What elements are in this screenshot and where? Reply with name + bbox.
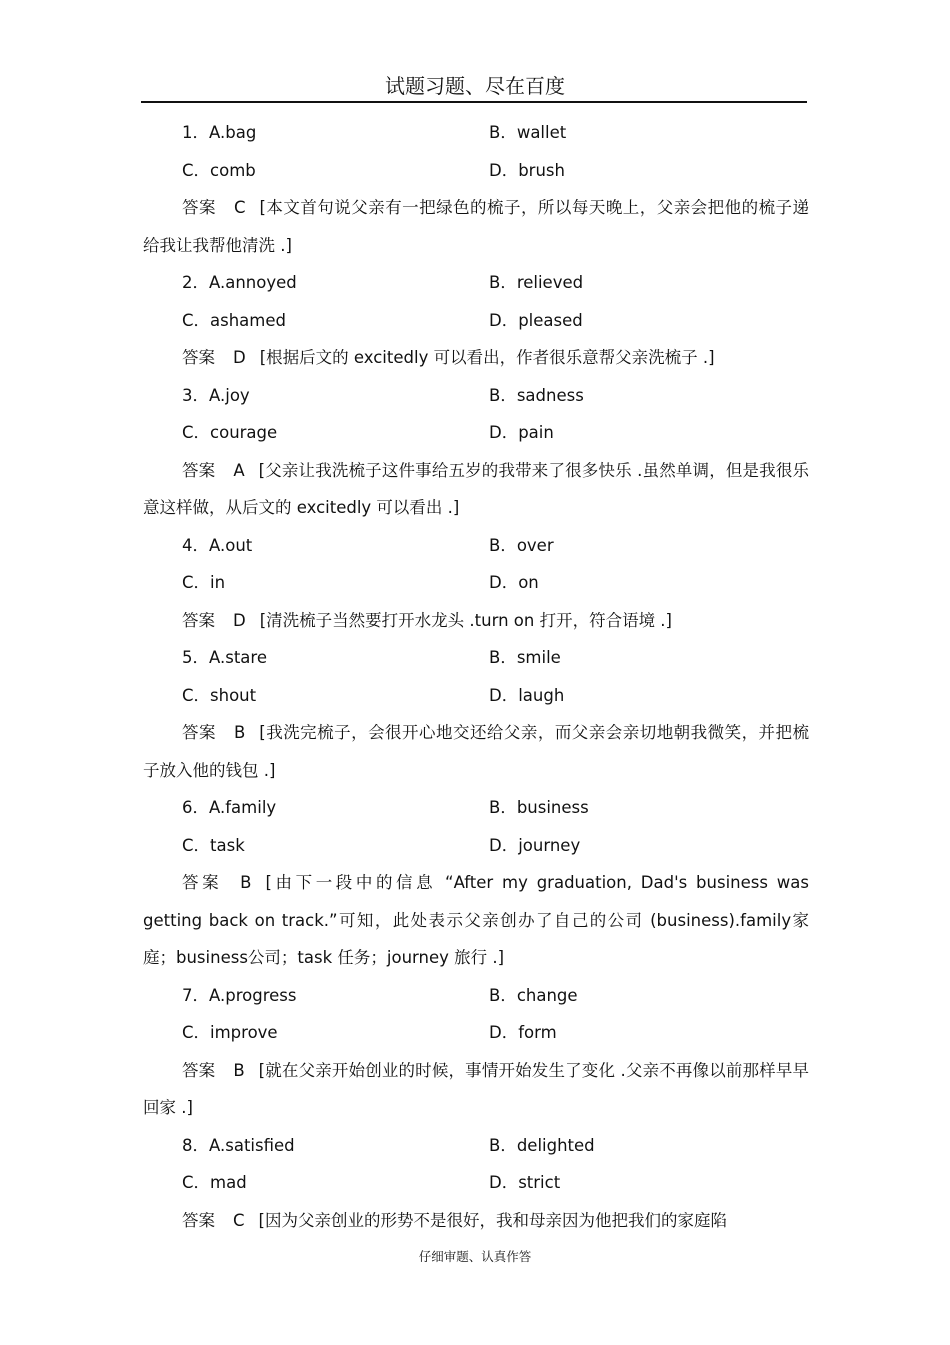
option-row bbox=[143, 1014, 809, 1052]
option-b: B．over bbox=[489, 535, 554, 555]
option-row bbox=[143, 1164, 809, 1202]
option-a: 6．A.family bbox=[182, 798, 277, 817]
option-row bbox=[143, 789, 809, 827]
option-d: D．journey bbox=[489, 835, 581, 855]
option-row bbox=[143, 1127, 809, 1165]
answer-label: 答案 bbox=[182, 198, 216, 217]
option-d: D．pain bbox=[489, 423, 554, 442]
answer-explanation bbox=[143, 602, 809, 640]
answer-letter: D bbox=[233, 610, 246, 630]
explanation-text: [由下一段中的信息 “After my graduation, Dad's business was getting back on track.”可知，此处表示父亲创办了自己的公司 (business).family家庭；business公司；task 任务；journey 旅行 .] bbox=[143, 873, 809, 967]
explanation-text: [清洗梳子当然要打开水龙头 .turn on 打开，符合语境 .] bbox=[259, 610, 672, 630]
question-7 bbox=[143, 977, 809, 1127]
question-5 bbox=[143, 639, 809, 789]
option-a: 7．A.progress bbox=[182, 985, 297, 1005]
answer-explanation bbox=[143, 189, 809, 264]
page-footer: 仔细审题、认真作答 bbox=[418, 1249, 532, 1264]
answer-label: 答案 bbox=[182, 873, 223, 892]
option-a: 1．A.bag bbox=[182, 123, 257, 142]
option-d: D．laugh bbox=[489, 685, 565, 705]
explanation-text: [父亲让我洗梳子这件事给五岁的我带来了很多快乐 .虽然单调，但是我很乐意这样做，从后文的 excitedly 可以看出 .] bbox=[143, 460, 809, 517]
option-c: C．courage bbox=[182, 423, 278, 442]
answer-label: 答案 bbox=[182, 723, 216, 742]
option-c: C．ashamed bbox=[182, 310, 286, 330]
answer-explanation bbox=[143, 1202, 809, 1240]
option-a: 2．A.annoyed bbox=[182, 273, 297, 292]
option-b: B．smile bbox=[489, 648, 561, 667]
option-row bbox=[143, 414, 809, 452]
answer-label: 答案 bbox=[182, 1060, 216, 1080]
answer-label: 答案 bbox=[182, 460, 216, 480]
question-8 bbox=[143, 1127, 809, 1240]
option-row bbox=[143, 639, 809, 677]
answer-label: 答案 bbox=[182, 610, 215, 630]
answer-letter: C bbox=[233, 198, 246, 217]
answer-letter: B bbox=[233, 723, 246, 742]
explanation-text: [根据后文的 excitedly 可以看出，作者很乐意帮父亲洗梳子 .] bbox=[259, 348, 715, 367]
answer-label: 答案 bbox=[182, 1210, 215, 1230]
explanation-text: [因为父亲创业的形势不是很好，我和母亲因为他把我们的家庭陷 bbox=[258, 1210, 727, 1230]
option-d: D．on bbox=[489, 573, 539, 592]
option-b: B．change bbox=[489, 985, 578, 1005]
explanation-text: [本文首句说父亲有一把绿色的梳子，所以每天晚上，父亲会把他的梳子递给我让我帮他清洗 .] bbox=[143, 198, 810, 255]
option-row bbox=[143, 152, 809, 190]
option-c: C．comb bbox=[182, 160, 256, 180]
option-b: B．wallet bbox=[489, 123, 567, 142]
answer-explanation bbox=[143, 864, 809, 977]
question-1 bbox=[143, 114, 809, 264]
question-2 bbox=[143, 264, 809, 377]
question-4 bbox=[143, 527, 809, 640]
explanation-text: [我洗完梳子，会很开心地交还给父亲，而父亲会亲切地朝我微笑，并把梳子放入他的钱包 .] bbox=[143, 723, 810, 780]
option-c: C．in bbox=[182, 573, 226, 592]
option-d: D．pleased bbox=[489, 310, 583, 330]
answer-letter: A bbox=[233, 460, 245, 480]
option-d: D．strict bbox=[489, 1173, 561, 1192]
option-row bbox=[143, 827, 809, 865]
option-b: B．sadness bbox=[489, 385, 584, 405]
option-d: D．brush bbox=[489, 160, 565, 180]
option-row bbox=[143, 114, 809, 152]
option-b: B．delighted bbox=[489, 1135, 595, 1155]
question-3 bbox=[143, 377, 809, 527]
option-row bbox=[143, 264, 809, 302]
option-c: C．improve bbox=[182, 1023, 278, 1042]
page-header-title: 试题习题、尽在百度 bbox=[385, 74, 565, 98]
answer-letter: C bbox=[233, 1210, 245, 1230]
option-row bbox=[143, 527, 809, 565]
question-list bbox=[143, 114, 809, 1239]
option-c: C．mad bbox=[182, 1173, 247, 1192]
answer-explanation bbox=[143, 452, 809, 527]
header-divider bbox=[141, 101, 807, 103]
option-row bbox=[143, 377, 809, 415]
answer-explanation bbox=[143, 714, 809, 789]
question-6 bbox=[143, 789, 809, 977]
option-a: 5．A.stare bbox=[182, 648, 267, 667]
option-a: 3．A.joy bbox=[182, 385, 250, 405]
option-b: B．relieved bbox=[489, 273, 584, 292]
answer-label: 答案 bbox=[182, 348, 215, 367]
option-row bbox=[143, 677, 809, 715]
option-b: B．business bbox=[489, 798, 589, 817]
answer-explanation bbox=[143, 1052, 809, 1127]
answer-letter: D bbox=[233, 348, 246, 367]
option-row bbox=[143, 977, 809, 1015]
answer-letter: B bbox=[233, 1060, 245, 1080]
option-row bbox=[143, 564, 809, 602]
option-row bbox=[143, 302, 809, 340]
answer-letter: B bbox=[240, 873, 252, 892]
option-a: 4．A.out bbox=[182, 535, 253, 555]
option-c: C．shout bbox=[182, 685, 257, 705]
option-c: C．task bbox=[182, 835, 245, 855]
option-d: D．form bbox=[489, 1023, 557, 1042]
answer-explanation bbox=[143, 339, 809, 377]
explanation-text: [就在父亲开始创业的时候，事情开始发生了变化 .父亲不再像以前那样早早回家 .] bbox=[143, 1060, 809, 1117]
option-a: 8．A.satisfied bbox=[182, 1135, 295, 1155]
